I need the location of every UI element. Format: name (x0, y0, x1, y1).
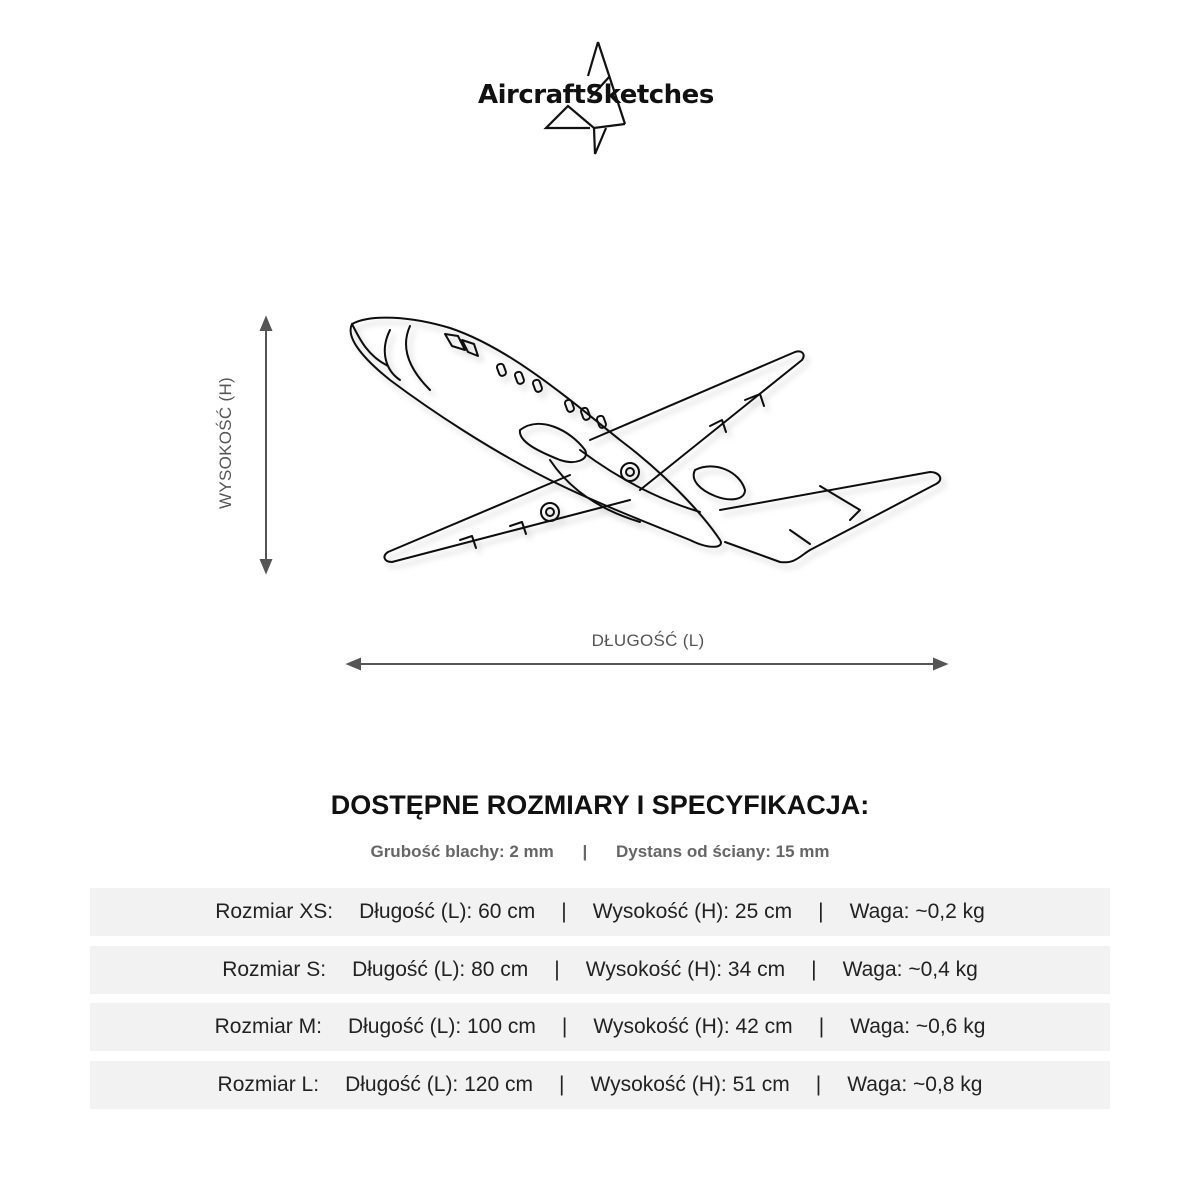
size-table (90, 888, 1110, 1118)
separator: | (561, 1015, 568, 1038)
size-height: Wysokość (H): 34 cm (585, 957, 786, 981)
size-row (90, 946, 1110, 994)
size-weight: Waga: ~0,4 kg (842, 957, 978, 981)
size-length: Długość (L): 60 cm (359, 900, 536, 923)
separator: | (561, 900, 567, 923)
height-arrow-bottom-head (261, 560, 271, 572)
size-length: Długość (L): 120 cm (345, 1072, 533, 1096)
size-name: Rozmiar L: (217, 1072, 320, 1096)
length-arrow-left-head (348, 659, 360, 669)
spec-subtitle (0, 842, 1200, 862)
brand-name: AircraftSketches (478, 80, 714, 110)
size-name: Rozmiar XS: (215, 900, 334, 923)
height-arrow-top-head (261, 318, 271, 330)
separator: | (554, 957, 560, 981)
size-row (90, 888, 1110, 936)
length-label: DŁUGOŚĆ (L) (591, 631, 705, 650)
size-height: Wysokość (H): 25 cm (592, 900, 793, 923)
separator: | (811, 957, 817, 981)
size-height: Wysokość (H): 51 cm (590, 1072, 790, 1096)
size-weight: Waga: ~0,8 kg (847, 1072, 983, 1096)
size-length: Długość (L): 80 cm (352, 957, 529, 981)
size-name: Rozmiar S: (222, 957, 327, 981)
business-jet-icon (340, 300, 960, 590)
separator: | (558, 1072, 565, 1096)
size-weight: Waga: ~0,6 kg (850, 1015, 986, 1038)
separator: | (815, 1072, 822, 1096)
size-height: Wysokość (H): 42 cm (593, 1015, 793, 1038)
height-label: WYSOKOŚĆ (H) (216, 376, 235, 510)
size-row (90, 1061, 1110, 1109)
length-arrow-right-head (934, 659, 946, 669)
separator: | (818, 1015, 825, 1038)
sheet-thickness: Grubość blachy: 2 mm (370, 842, 554, 861)
size-weight: Waga: ~0,2 kg (849, 900, 985, 923)
size-name: Rozmiar M: (214, 1015, 322, 1038)
size-length: Długość (L): 100 cm (347, 1015, 536, 1038)
size-row (90, 1003, 1110, 1051)
wall-distance: Dystans od ściany: 15 mm (615, 842, 830, 861)
separator: | (818, 900, 824, 923)
separator: | (582, 842, 588, 861)
spec-title: DOSTĘPNE ROZMIARY I SPECYFIKACJA: (330, 790, 870, 820)
